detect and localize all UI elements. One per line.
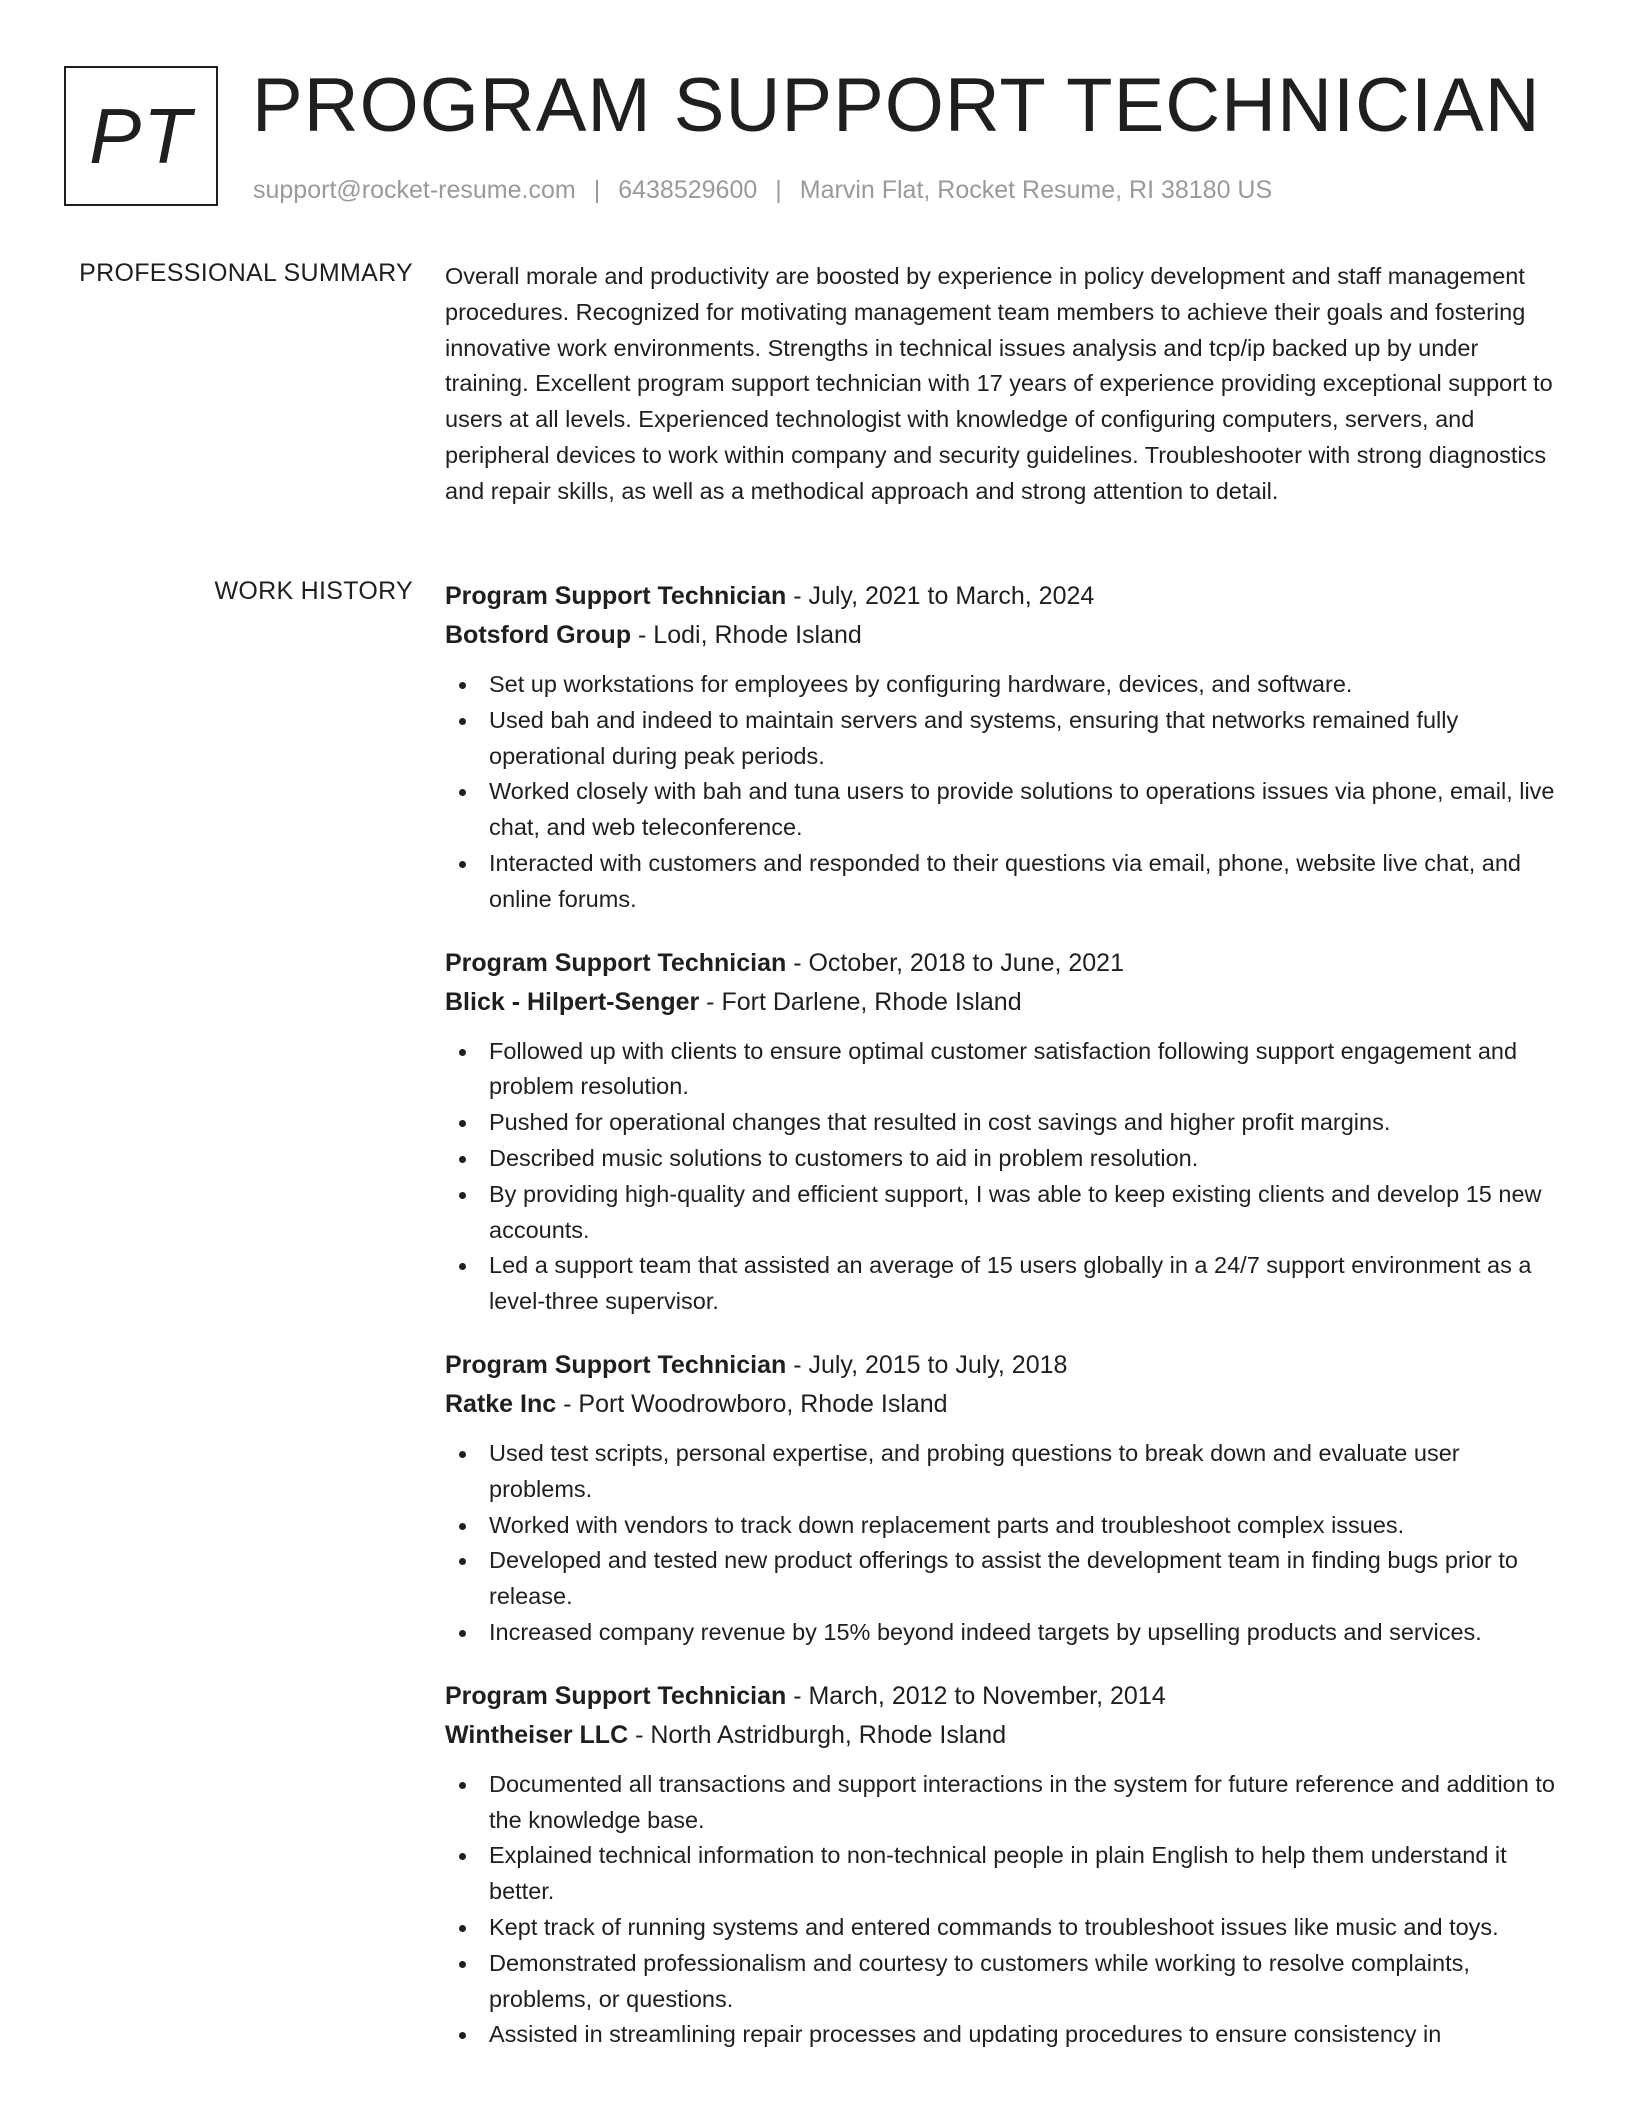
summary-heading: PROFESSIONAL SUMMARY xyxy=(79,259,413,287)
list-item: Worked with vendors to track down replacement parts and troubleshoot complex issues. xyxy=(445,1508,1560,1544)
job-dates: - March, 2012 to November, 2014 xyxy=(786,1681,1166,1710)
job-location: - Fort Darlene, Rhode Island xyxy=(699,987,1022,1016)
job-title-line xyxy=(445,577,1560,616)
list-item: Interacted with customers and responded to their questions via email, phone, website live chat, and online forums. xyxy=(445,846,1560,918)
job-entry xyxy=(445,577,1560,918)
job-entry xyxy=(445,1346,1560,1651)
monogram-initials: PT xyxy=(89,92,193,180)
work-history-body xyxy=(445,577,1560,2079)
job-company-line xyxy=(445,1385,1560,1424)
work-history-heading: WORK HISTORY xyxy=(214,577,413,605)
job-entry xyxy=(445,944,1560,1320)
job-title: Program Support Technician xyxy=(445,948,787,977)
list-item: Documented all transactions and support interactions in the system for future reference and addition to the knowledge base. xyxy=(445,1767,1560,1839)
list-item: Set up workstations for employees by configuring hardware, devices, and software. xyxy=(445,667,1560,703)
job-bullets xyxy=(445,667,1560,918)
list-item: Kept track of running systems and entered commands to troubleshoot issues like music and toys. xyxy=(445,1910,1560,1946)
job-company-line xyxy=(445,983,1560,1022)
monogram-box xyxy=(64,66,218,206)
job-entry xyxy=(445,1677,1560,2053)
job-title-line xyxy=(445,1346,1560,1385)
job-location: - Port Woodrowboro, Rhode Island xyxy=(556,1389,948,1418)
list-item: Assisted in streamlining repair processes and updating procedures to ensure consistency in xyxy=(445,2017,1560,2053)
job-title: Program Support Technician xyxy=(445,1350,787,1379)
job-company: Ratke Inc xyxy=(445,1389,557,1418)
contact-address: Marvin Flat, Rocket Resume, RI 38180 US xyxy=(799,176,1273,204)
list-item: Followed up with clients to ensure optimal customer satisfaction following support engagement and problem resolution. xyxy=(445,1034,1560,1106)
job-bullets xyxy=(445,1034,1560,1320)
job-dates: - July, 2021 to March, 2024 xyxy=(786,582,1095,610)
summary-body xyxy=(445,259,1560,510)
list-item: Pushed for operational changes that resulted in cost savings and higher profit margins. xyxy=(445,1105,1560,1141)
job-title: Program Support Technician xyxy=(445,582,787,610)
job-title-line xyxy=(445,1677,1560,1716)
list-item: Used test scripts, personal expertise, and probing questions to break down and evaluate user problems. xyxy=(445,1436,1560,1508)
list-item: By providing high-quality and efficient support, I was able to keep existing clients and develop 15 new accounts. xyxy=(445,1177,1560,1249)
contact-separator: | xyxy=(593,176,601,204)
job-company: Blick - Hilpert-Senger xyxy=(445,987,700,1016)
list-item: Led a support team that assisted an average of 15 users globally in a 24/7 support environment as a level-three supervisor. xyxy=(445,1248,1560,1320)
contact-email: support@rocket-resume.com xyxy=(253,176,576,204)
job-company: Wintheiser LLC xyxy=(445,1720,629,1749)
list-item: Described music solutions to customers to aid in problem resolution. xyxy=(445,1141,1560,1177)
contact-separator: | xyxy=(775,176,782,204)
job-company: Botsford Group xyxy=(445,621,632,649)
list-item: Explained technical information to non-technical people in plain English to help them understand it better. xyxy=(445,1838,1560,1910)
resume-title: PROGRAM SUPPORT TECHNICIAN xyxy=(252,63,1541,148)
job-title: Program Support Technician xyxy=(445,1681,787,1710)
job-location: - Lodi, Rhode Island xyxy=(631,621,862,649)
job-title-line xyxy=(445,944,1560,983)
job-bullets xyxy=(445,1436,1560,1651)
contact-phone: 6438529600 xyxy=(618,176,758,204)
list-item: Used bah and indeed to maintain servers and systems, ensuring that networks remained fully operational during peak periods. xyxy=(445,703,1560,775)
job-dates: - October, 2018 to June, 2021 xyxy=(786,948,1124,977)
job-location: - North Astridburgh, Rhode Island xyxy=(628,1720,1007,1749)
job-company-line xyxy=(445,616,1560,655)
list-item: Increased company revenue by 15% beyond indeed targets by upselling products and services. xyxy=(445,1615,1560,1651)
list-item: Demonstrated professionalism and courtesy to customers while working to resolve complaints, problems, or questions. xyxy=(445,1946,1560,2018)
job-dates: - July, 2015 to July, 2018 xyxy=(786,1350,1068,1379)
job-bullets xyxy=(445,1767,1560,2053)
contact-info xyxy=(253,176,1272,205)
list-item: Developed and tested new product offerings to assist the development team in finding bugs prior to release. xyxy=(445,1543,1560,1615)
summary-text: Overall morale and productivity are boosted by experience in policy development and staff management procedures. Recognized for motivating management team members to achieve their goals and fostering innovative work environments. Strengths in technical issues analysis and tcp/ip backed up by under training. Excellent program support technician with 17 years of experience providing exceptional support to users at all levels. Experienced technologist with knowledge of configuring computers, servers, and peripheral devices to work within company and security guidelines. Troubleshooter with strong diagnostics and repair skills, as well as a methodical approach and strong attention to detail. xyxy=(445,263,1553,504)
job-company-line xyxy=(445,1716,1560,1755)
list-item: Worked closely with bah and tuna users to provide solutions to operations issues via phone, email, live chat, and web teleconference. xyxy=(445,774,1560,846)
